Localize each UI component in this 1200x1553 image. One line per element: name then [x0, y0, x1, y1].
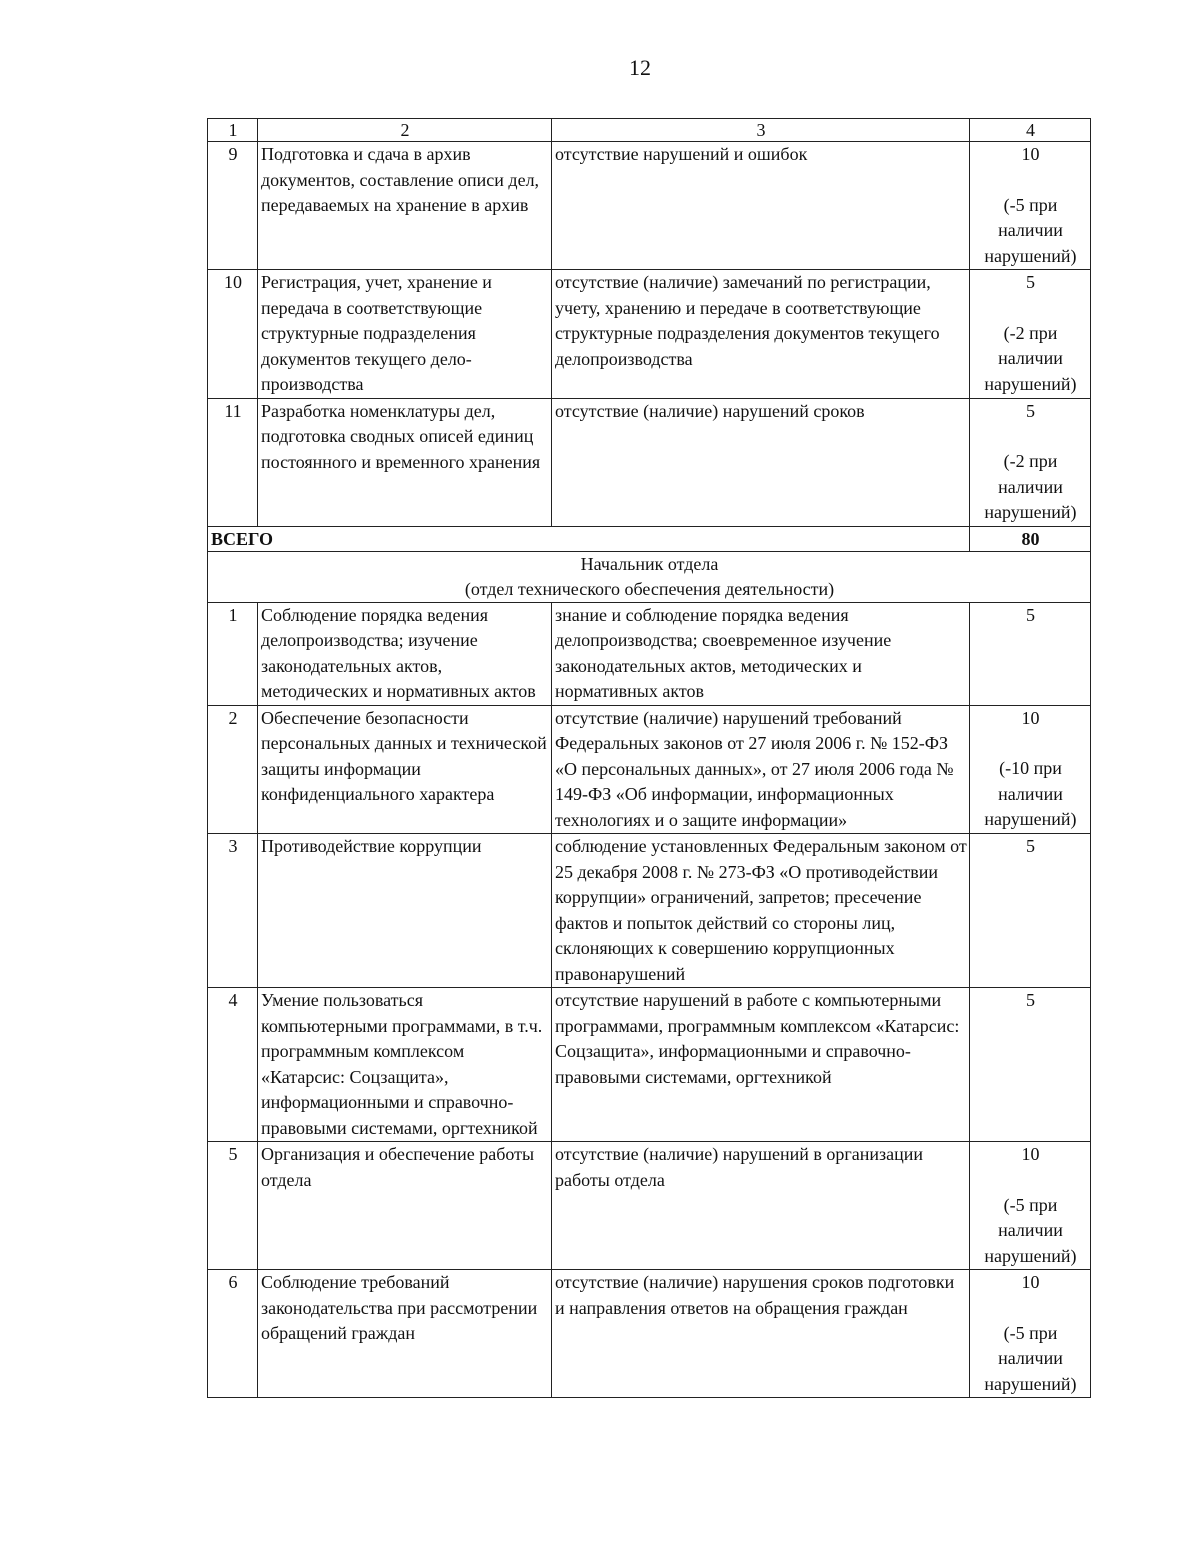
row-number: 4 [208, 988, 258, 1142]
score-cell [970, 834, 1091, 988]
score-value: 10 [1021, 144, 1040, 164]
row-number: 11 [208, 398, 258, 526]
evaluation-criterion: отсутствие (наличие) нарушения сроков подготовки и направления ответов на обращения граждан [552, 1270, 970, 1398]
score-value: 10 [1021, 1272, 1040, 1292]
table-row [208, 142, 1091, 270]
column-header-4: 4 [970, 119, 1091, 142]
section-subtitle: (отдел технического обеспечения деятельности) [464, 578, 835, 599]
row-number: 9 [208, 142, 258, 270]
evaluation-criterion: отсутствие (наличие) нарушений сроков [552, 398, 970, 526]
score-value: 5 [1026, 604, 1035, 625]
row-number: 2 [208, 705, 258, 834]
section-header-cell [208, 551, 1091, 602]
section-title: Начальник отдела [580, 553, 719, 574]
row-number: 5 [208, 1142, 258, 1270]
row-number: 10 [208, 270, 258, 399]
score-cell [970, 705, 1091, 834]
section-header-row [208, 551, 1091, 602]
table-row [208, 988, 1091, 1142]
score-value: 10 [1021, 1144, 1040, 1164]
score-value: 5 [1026, 990, 1035, 1010]
evaluation-criterion: отсутствие (наличие) нарушений в организации работы отдела [552, 1142, 970, 1270]
evaluation-criterion: соблюдение установленных Федеральным законом от 25 декабря 2008 г. № 273-ФЗ «О противодействии коррупции» ограничений, запретов; пресечение фактов и попыток действий со стороны лиц, склоняющих к совершению коррупционных правонарушений [552, 834, 970, 988]
score-penalty-note: (-10 при наличии нарушений) [984, 758, 1077, 829]
evaluation-criterion: отсутствие нарушений в работе с компьютерными программами, программным комплексом «Катарсис: Соцзащита», информационными и справочно-правовыми системами, оргтехникой [552, 988, 970, 1142]
total-row [208, 526, 1091, 551]
score-penalty-note: (-5 при наличии нарушений) [984, 1194, 1077, 1266]
table-row [208, 398, 1091, 526]
criteria-table [207, 118, 1091, 1398]
total-label: ВСЕГО [208, 526, 970, 551]
evaluation-criterion: отсутствие (наличие) нарушений требований Федеральных законов от 27 июля 2006 г. № 152-ФЗ «О персональных данных», от 27 июля 2006 года № 149-ФЗ «Об информации, информационных технологиях и о защите информации» [552, 705, 970, 834]
indicator-name: Соблюдение требований законодательства при рассмотрении обращений граждан [258, 1270, 552, 1398]
total-value: 80 [970, 526, 1091, 551]
indicator-name: Противодействие коррупции [258, 834, 552, 988]
score-value: 10 [1021, 707, 1040, 728]
column-header-2: 2 [258, 119, 552, 142]
score-value: 5 [1026, 836, 1035, 856]
table-row [208, 834, 1091, 988]
score-cell [970, 1270, 1091, 1398]
score-penalty-note: (-2 при наличии нарушений) [984, 451, 1077, 522]
score-penalty-note: (-2 при наличии нарушений) [984, 322, 1077, 394]
row-number: 6 [208, 1270, 258, 1398]
score-cell [970, 988, 1091, 1142]
score-cell [970, 398, 1091, 526]
column-header-1: 1 [208, 119, 258, 142]
indicator-name: Организация и обеспечение работы отдела [258, 1142, 552, 1270]
score-cell [970, 1142, 1091, 1270]
indicator-name: Подготовка и сдача в архив документов, составление описи дел, передаваемых на хранение в архив [258, 142, 552, 270]
indicator-name: Разработка номенклатуры дел, подготовка сводных описей единиц постоянного и временного хранения [258, 398, 552, 526]
table-row [208, 602, 1091, 705]
evaluation-criterion: отсутствие нарушений и ошибок [552, 142, 970, 270]
header-row [208, 119, 1091, 142]
indicator-name: Регистрация, учет, хранение и передача в соответствующие структурные подразделения документов текущего дело-производства [258, 270, 552, 399]
indicator-name: Соблюдение порядка ведения делопроизводства; изучение законодательных актов, методических и нормативных актов [258, 602, 552, 705]
score-cell [970, 142, 1091, 270]
score-cell [970, 270, 1091, 399]
table-row [208, 1142, 1091, 1270]
score-value: 5 [1026, 272, 1035, 292]
table-row [208, 1270, 1091, 1398]
table-row [208, 705, 1091, 834]
table-row [208, 270, 1091, 399]
evaluation-criterion: знание и соблюдение порядка ведения делопроизводства; своевременное изучение законодательных актов, методических и нормативных актов [552, 602, 970, 705]
row-number: 1 [208, 602, 258, 705]
row-number: 3 [208, 834, 258, 988]
score-cell [970, 602, 1091, 705]
score-penalty-note: (-5 при наличии нарушений) [984, 1322, 1077, 1394]
score-value: 5 [1026, 400, 1035, 421]
indicator-name: Обеспечение безопасности персональных данных и технической защиты информации конфиденциального характера [258, 705, 552, 834]
indicator-name: Умение пользоваться компьютерными программами, в т.ч. программным комплексом «Катарсис: Соцзащита», информационными и справочно-правовыми системами, оргтехникой [258, 988, 552, 1142]
score-penalty-note: (-5 при наличии нарушений) [984, 194, 1077, 266]
column-header-3: 3 [552, 119, 970, 142]
page-number: 12 [629, 55, 651, 80]
evaluation-criterion: отсутствие (наличие) замечаний по регистрации, учету, хранению и передаче в соответствующие структурные подразделения документов текущего делопроизводства [552, 270, 970, 399]
